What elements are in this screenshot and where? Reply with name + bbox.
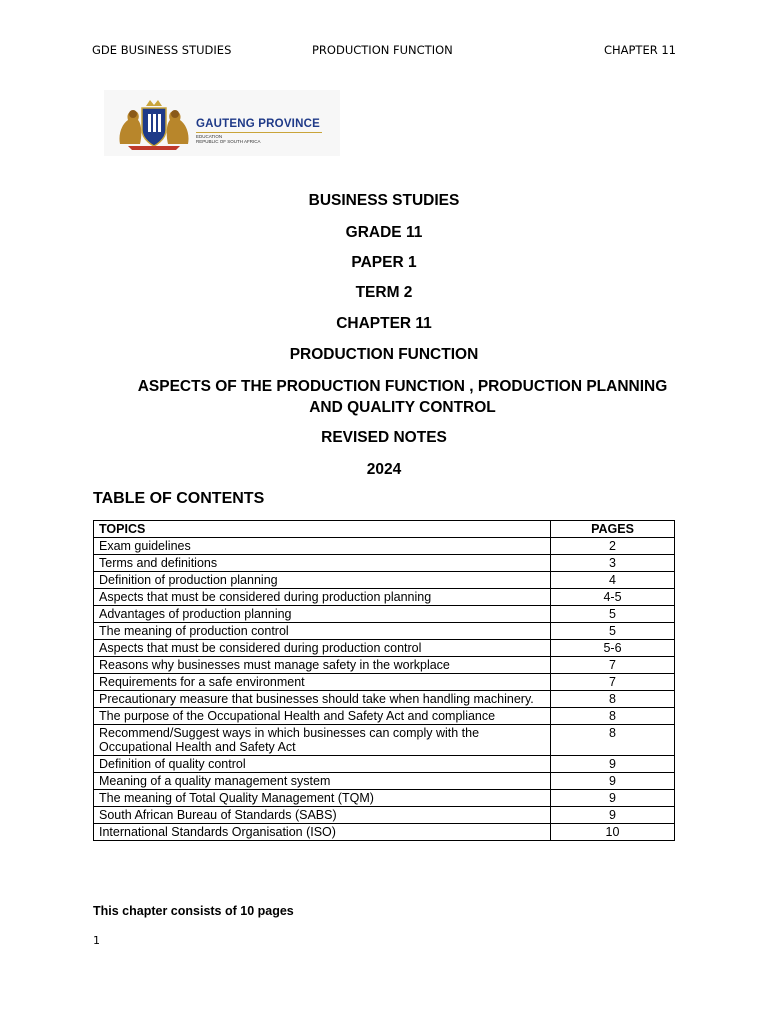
- table-row: [94, 674, 675, 691]
- table-row: [94, 824, 675, 841]
- toc-pages: 8: [551, 708, 675, 725]
- toc-pages: 9: [551, 756, 675, 773]
- toc-pages: 9: [551, 773, 675, 790]
- toc-topic: Meaning of a quality management system: [94, 773, 551, 790]
- title-grade: GRADE 11: [345, 224, 423, 241]
- toc-topic: The purpose of the Occupational Health and Safety Act and compliance: [94, 708, 551, 725]
- title-subject: BUSINESS STUDIES: [308, 192, 460, 209]
- toc-pages: 5: [551, 606, 675, 623]
- toc-pages: 7: [551, 657, 675, 674]
- toc-topic: Definition of quality control: [94, 756, 551, 773]
- toc-topic: Aspects that must be considered during production planning: [94, 589, 551, 606]
- toc-pages: 10: [551, 824, 675, 841]
- header-topic: PRODUCTION FUNCTION: [312, 43, 453, 57]
- toc-topic: The meaning of production control: [94, 623, 551, 640]
- toc-pages: 5-6: [551, 640, 675, 657]
- title-paper: PAPER 1: [351, 254, 417, 271]
- table-row: [94, 623, 675, 640]
- logo-title: GAUTENG PROVINCE: [196, 118, 320, 130]
- page-number: 1: [93, 934, 100, 947]
- table-row: [94, 606, 675, 623]
- table-row: [94, 725, 675, 756]
- table-row: [94, 790, 675, 807]
- title-topic: PRODUCTION FUNCTION: [289, 346, 479, 363]
- table-row: [94, 538, 675, 555]
- toc-pages: 3: [551, 555, 675, 572]
- logo-divider: [196, 132, 322, 133]
- table-row: [94, 773, 675, 790]
- toc-topic: The meaning of Total Quality Management (TQM): [94, 790, 551, 807]
- toc-topic: South African Bureau of Standards (SABS): [94, 807, 551, 824]
- title-revised-notes: REVISED NOTES: [321, 429, 447, 446]
- toc-pages: 4-5: [551, 589, 675, 606]
- table-row: [94, 807, 675, 824]
- toc-pages: 8: [551, 725, 675, 756]
- toc-topic: Precautionary measure that businesses should take when handling machinery.: [94, 691, 551, 708]
- header-subject: GDE BUSINESS STUDIES: [92, 43, 232, 57]
- toc-pages: 7: [551, 674, 675, 691]
- table-row: [94, 756, 675, 773]
- coat-of-arms-icon: [114, 96, 194, 152]
- toc-pages: 4: [551, 572, 675, 589]
- toc-heading: TABLE OF CONTENTS: [93, 490, 265, 507]
- page-header: [92, 43, 676, 61]
- table-row: [94, 657, 675, 674]
- toc-topic: Reasons why businesses must manage safety in the workplace: [94, 657, 551, 674]
- table-row: [94, 589, 675, 606]
- toc-topic: Aspects that must be considered during production control: [94, 640, 551, 657]
- header-chapter: CHAPTER 11: [603, 43, 676, 57]
- toc-header-row: [94, 521, 675, 538]
- gauteng-province-logo: [104, 90, 340, 156]
- title-term: TERM 2: [355, 284, 413, 301]
- table-of-contents: [93, 520, 675, 841]
- toc-pages: 9: [551, 790, 675, 807]
- toc-topic: Advantages of production planning: [94, 606, 551, 623]
- toc-topic: Recommend/Suggest ways in which businesses can comply with the Occupational Health and Safety Act: [94, 725, 551, 756]
- toc-topic: Definition of production planning: [94, 572, 551, 589]
- table-row: [94, 691, 675, 708]
- toc-col-topics: TOPICS: [94, 521, 551, 538]
- table-row: [94, 572, 675, 589]
- logo-subtitle-education: EDUCATION: [196, 134, 223, 139]
- table-row: [94, 708, 675, 725]
- title-chapter: CHAPTER 11: [336, 315, 432, 332]
- title-year: 2024: [366, 461, 402, 478]
- table-row: [94, 555, 675, 572]
- toc-topic: Requirements for a safe environment: [94, 674, 551, 691]
- toc-pages: 8: [551, 691, 675, 708]
- logo-subtitle-country: REPUBLIC OF SOUTH AFRICA: [196, 139, 261, 144]
- toc-topic: International Standards Organisation (ISO): [94, 824, 551, 841]
- toc-pages: 2: [551, 538, 675, 555]
- toc-pages: 5: [551, 623, 675, 640]
- toc-col-pages: PAGES: [551, 521, 675, 538]
- table-row: [94, 640, 675, 657]
- toc-topic: Terms and definitions: [94, 555, 551, 572]
- toc-pages: 9: [551, 807, 675, 824]
- title-aspects: ASPECTS OF THE PRODUCTION FUNCTION , PRODUCTION PLANNING AND QUALITY CONTROL: [137, 378, 668, 416]
- toc-topic: Exam guidelines: [94, 538, 551, 555]
- chapter-page-count-note: This chapter consists of 10 pages: [93, 904, 294, 918]
